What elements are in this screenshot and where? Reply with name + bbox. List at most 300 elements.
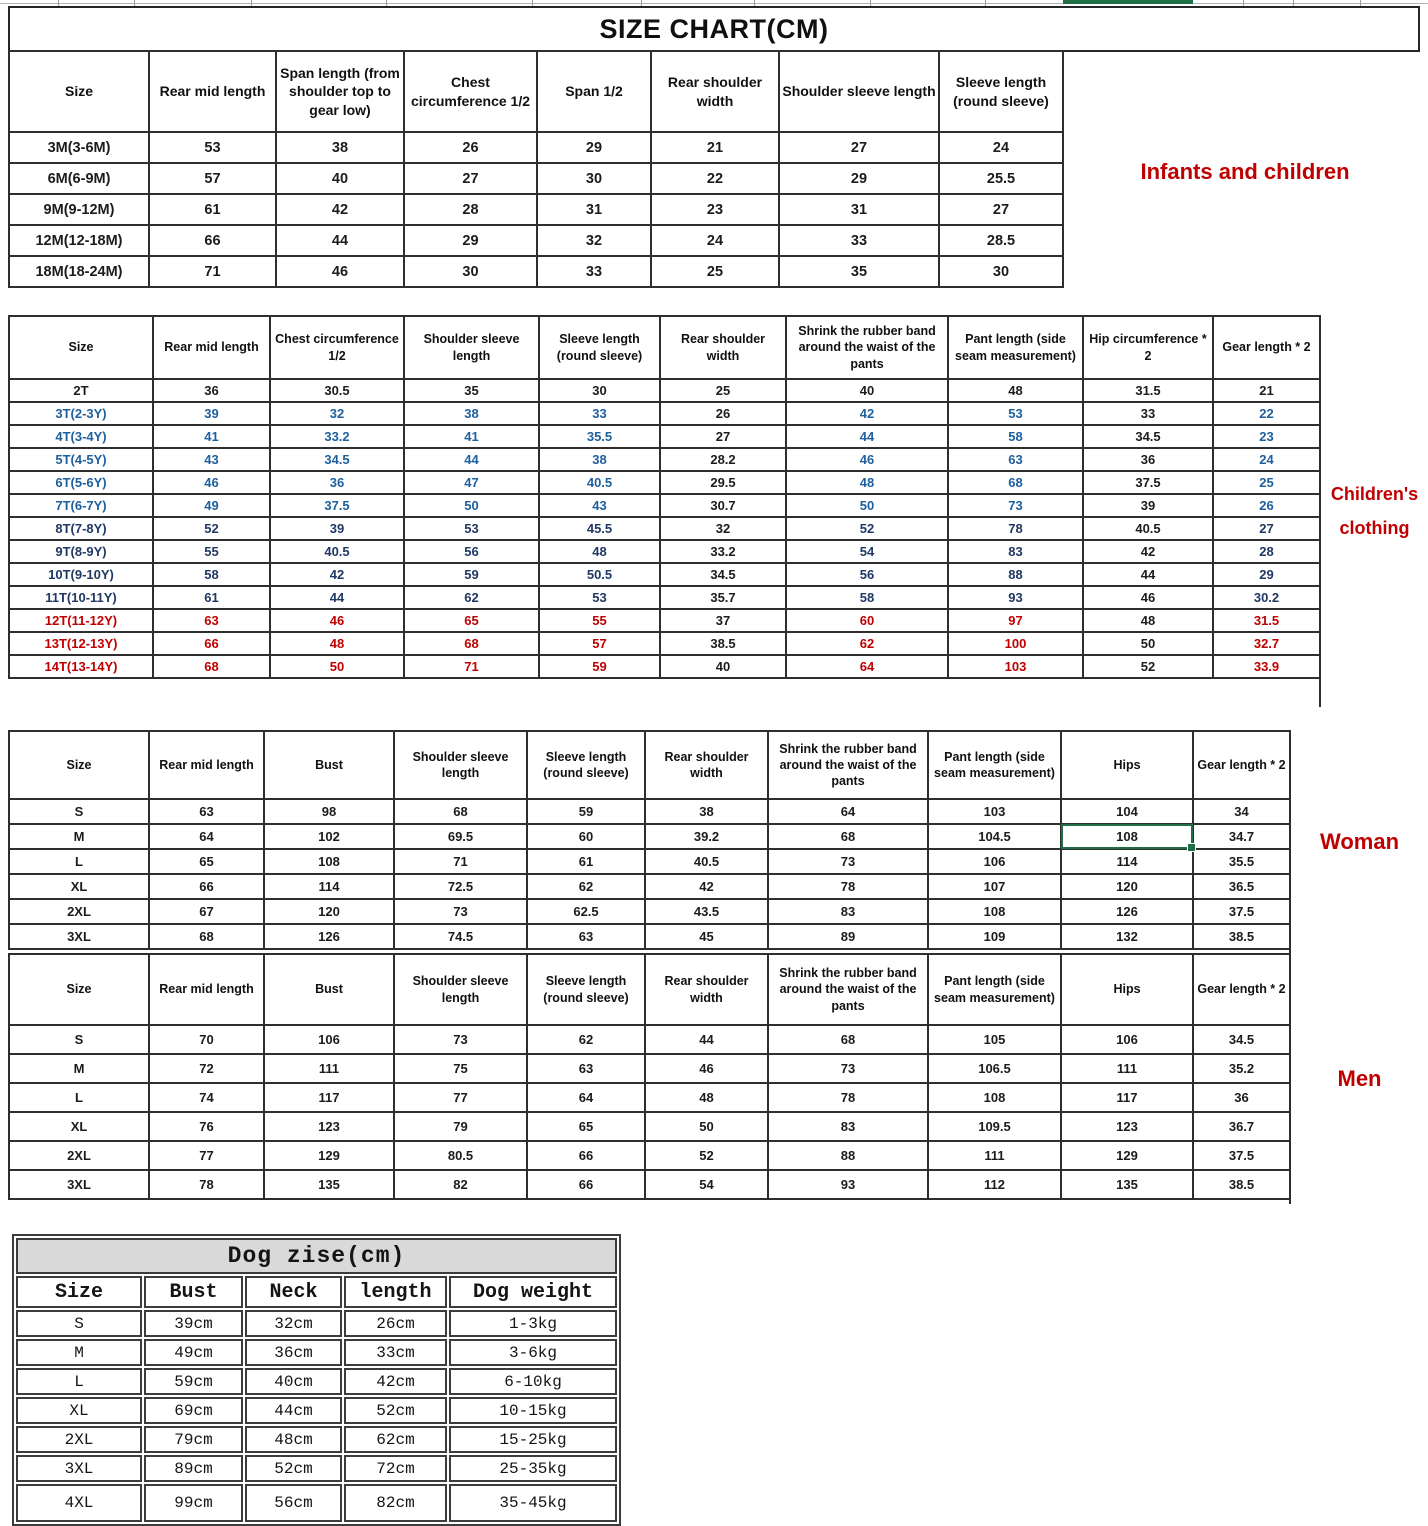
row-size-label[interactable]: 2XL: [9, 1141, 149, 1170]
table-cell[interactable]: 74: [149, 1083, 264, 1112]
table-cell[interactable]: 34.5: [660, 563, 786, 586]
table-cell[interactable]: 104: [1061, 799, 1193, 824]
table-cell[interactable]: 29: [537, 132, 651, 163]
table-cell[interactable]: 102: [264, 824, 394, 849]
table-cell[interactable]: 61: [153, 586, 270, 609]
table-cell[interactable]: 65: [149, 849, 264, 874]
table-cell[interactable]: 63: [527, 924, 645, 949]
row-size-label[interactable]: 3T(2-3Y): [9, 402, 153, 425]
table-cell[interactable]: 24: [1213, 448, 1320, 471]
table-cell[interactable]: 73: [394, 1025, 527, 1054]
table-cell[interactable]: 39: [1083, 494, 1213, 517]
table-cell[interactable]: 49: [153, 494, 270, 517]
row-size-label[interactable]: 11T(10-11Y): [9, 586, 153, 609]
table-cell[interactable]: 33: [537, 256, 651, 287]
table-cell[interactable]: 74.5: [394, 924, 527, 949]
row-size-label[interactable]: 7T(6-7Y): [9, 494, 153, 517]
column-header: Pant length (side seam measurement): [928, 731, 1061, 799]
table-cell[interactable]: 126: [264, 924, 394, 949]
table-cell[interactable]: 50: [1083, 632, 1213, 655]
table-cell[interactable]: 111: [928, 1141, 1061, 1170]
table-cell[interactable]: 64: [786, 655, 948, 678]
table-cell[interactable]: 30: [939, 256, 1063, 287]
table-cell[interactable]: 28: [404, 194, 537, 225]
table-cell[interactable]: 66: [153, 632, 270, 655]
table-cell[interactable]: 61: [149, 194, 276, 225]
table-cell[interactable]: 38: [645, 799, 768, 824]
table-cell[interactable]: 31: [537, 194, 651, 225]
table-cell[interactable]: 27: [660, 425, 786, 448]
table-cell[interactable]: 68: [404, 632, 539, 655]
table-cell[interactable]: 33: [779, 225, 939, 256]
table-cell[interactable]: 40: [660, 655, 786, 678]
table-cell[interactable]: 34.7: [1193, 824, 1290, 849]
row-size-label[interactable]: 3XL: [9, 924, 149, 949]
table-cell[interactable]: 22: [651, 163, 779, 194]
table-cell[interactable]: 55: [153, 540, 270, 563]
table-cell[interactable]: 111: [1061, 1054, 1193, 1083]
table-cell[interactable]: 43: [539, 494, 660, 517]
table-cell[interactable]: 27: [779, 132, 939, 163]
table-cell[interactable]: 24: [939, 132, 1063, 163]
table-cell[interactable]: 46: [153, 471, 270, 494]
table-cell[interactable]: 46: [645, 1054, 768, 1083]
table-cell[interactable]: 62: [786, 632, 948, 655]
row-size-label[interactable]: 4T(3-4Y): [9, 425, 153, 448]
table-cell[interactable]: 106: [928, 849, 1061, 874]
table-cell[interactable]: 35.5: [539, 425, 660, 448]
table-cell[interactable]: 54: [786, 540, 948, 563]
table-cell[interactable]: 83: [948, 540, 1083, 563]
table-cell[interactable]: 61: [527, 849, 645, 874]
table-cell[interactable]: 80.5: [394, 1141, 527, 1170]
table-cell[interactable]: 78: [768, 874, 928, 899]
table-cell[interactable]: 50.5: [539, 563, 660, 586]
row-size-label[interactable]: 2T: [9, 379, 153, 402]
column-header: Bust: [264, 731, 394, 799]
row-size-label[interactable]: M: [9, 1054, 149, 1083]
table-cell[interactable]: 77: [149, 1141, 264, 1170]
table-cell[interactable]: 38: [404, 402, 539, 425]
table-cell[interactable]: 76: [149, 1112, 264, 1141]
table-cell[interactable]: 25: [660, 379, 786, 402]
table-cell[interactable]: 66: [527, 1170, 645, 1199]
table-cell[interactable]: 108: [928, 899, 1061, 924]
row-size-label[interactable]: M: [9, 824, 149, 849]
row-size-label[interactable]: 13T(12-13Y): [9, 632, 153, 655]
table-cell[interactable]: 30.2: [1213, 586, 1320, 609]
table-cell[interactable]: 106: [1061, 1025, 1193, 1054]
table-cell[interactable]: 108: [928, 1083, 1061, 1112]
row-size-label[interactable]: 8T(7-8Y): [9, 517, 153, 540]
table-cell[interactable]: 27: [939, 194, 1063, 225]
table-cell[interactable]: 66: [149, 225, 276, 256]
table-cell[interactable]: 21: [1213, 379, 1320, 402]
table-cell[interactable]: 36: [1193, 1083, 1290, 1112]
table-cell[interactable]: 48: [645, 1083, 768, 1112]
table-cell[interactable]: 44: [1083, 563, 1213, 586]
table-cell[interactable]: 105: [928, 1025, 1061, 1054]
table-cell[interactable]: 72: [149, 1054, 264, 1083]
table-cell[interactable]: 38.5: [660, 632, 786, 655]
table-cell[interactable]: 35.7: [660, 586, 786, 609]
row-size-label[interactable]: 10T(9-10Y): [9, 563, 153, 586]
table-cell[interactable]: 53: [149, 132, 276, 163]
table-cell[interactable]: 50: [404, 494, 539, 517]
table-cell[interactable]: 62.5: [527, 899, 645, 924]
table-cell[interactable]: 28: [1213, 540, 1320, 563]
table-cell[interactable]: 93: [768, 1170, 928, 1199]
table-cell[interactable]: 24: [651, 225, 779, 256]
row-size-label[interactable]: 9T(8-9Y): [9, 540, 153, 563]
table-cell[interactable]: 73: [394, 899, 527, 924]
table-cell[interactable]: 79: [394, 1112, 527, 1141]
table-cell[interactable]: 104.5: [928, 824, 1061, 849]
table-cell[interactable]: 63: [149, 799, 264, 824]
table-cell[interactable]: 40.5: [539, 471, 660, 494]
row-size-label[interactable]: XL: [9, 1112, 149, 1141]
table-cell[interactable]: 42: [270, 563, 404, 586]
table-cell[interactable]: 26: [404, 132, 537, 163]
table-cell[interactable]: 83: [768, 899, 928, 924]
table-cell[interactable]: 50: [645, 1112, 768, 1141]
selected-cell[interactable]: 108: [1061, 824, 1193, 849]
table-cell[interactable]: 45.5: [539, 517, 660, 540]
table-cell[interactable]: 40.5: [1083, 517, 1213, 540]
table-cell[interactable]: 73: [768, 1054, 928, 1083]
table-cell[interactable]: 71: [149, 256, 276, 287]
table-cell[interactable]: 77: [394, 1083, 527, 1112]
table-cell[interactable]: 89: [768, 924, 928, 949]
table-cell[interactable]: 63: [948, 448, 1083, 471]
table-cell[interactable]: 37.5: [1193, 1141, 1290, 1170]
table-cell[interactable]: 33.2: [660, 540, 786, 563]
table-cell[interactable]: 120: [264, 899, 394, 924]
table-cell[interactable]: 60: [527, 824, 645, 849]
table-cell[interactable]: 82: [394, 1170, 527, 1199]
table-cell[interactable]: 50: [786, 494, 948, 517]
row-size-label[interactable]: S: [9, 1025, 149, 1054]
table-cell[interactable]: 46: [1083, 586, 1213, 609]
table-cell[interactable]: 37: [660, 609, 786, 632]
table-cell[interactable]: 46: [276, 256, 404, 287]
table-cell[interactable]: 56: [404, 540, 539, 563]
table-cell[interactable]: 109.5: [928, 1112, 1061, 1141]
table-cell[interactable]: 35.2: [1193, 1054, 1290, 1083]
table-cell[interactable]: 135: [1061, 1170, 1193, 1199]
table-cell[interactable]: 27: [404, 163, 537, 194]
table-cell[interactable]: 31: [779, 194, 939, 225]
table-cell[interactable]: 41: [153, 425, 270, 448]
table-cell[interactable]: 68: [149, 924, 264, 949]
table-cell[interactable]: 30: [539, 379, 660, 402]
table-cell[interactable]: 29: [1213, 563, 1320, 586]
row-size-label[interactable]: 5T(4-5Y): [9, 448, 153, 471]
table-cell[interactable]: 120: [1061, 874, 1193, 899]
table-cell[interactable]: 52: [153, 517, 270, 540]
table-cell[interactable]: 73: [768, 849, 928, 874]
table-cell[interactable]: 98: [264, 799, 394, 824]
table-cell[interactable]: 53: [948, 402, 1083, 425]
table-cell[interactable]: 33: [1083, 402, 1213, 425]
table-cell[interactable]: 35.5: [1193, 849, 1290, 874]
row-size-label[interactable]: 18M(18-24M): [9, 256, 149, 287]
table-cell[interactable]: 54: [645, 1170, 768, 1199]
row-size-label[interactable]: 6T(5-6Y): [9, 471, 153, 494]
table-cell[interactable]: 65: [404, 609, 539, 632]
table-cell[interactable]: 53: [539, 586, 660, 609]
table-cell[interactable]: 48: [786, 471, 948, 494]
table-cell[interactable]: 38: [539, 448, 660, 471]
table-cell[interactable]: 111: [264, 1054, 394, 1083]
table-cell[interactable]: 97: [948, 609, 1083, 632]
table-cell[interactable]: 33.9: [1213, 655, 1320, 678]
table-cell[interactable]: 58: [786, 586, 948, 609]
table-cell[interactable]: 66: [527, 1141, 645, 1170]
table-cell[interactable]: 34.5: [270, 448, 404, 471]
table-cell[interactable]: 25: [651, 256, 779, 287]
table-cell[interactable]: 64: [527, 1083, 645, 1112]
column-header: Pant length (side seam measurement): [928, 954, 1061, 1025]
table-cell[interactable]: 39: [153, 402, 270, 425]
row-size-label[interactable]: L: [9, 849, 149, 874]
table-cell[interactable]: 40: [786, 379, 948, 402]
row-size-label[interactable]: L: [9, 1083, 149, 1112]
table-cell[interactable]: 53: [404, 517, 539, 540]
table-cell[interactable]: 33: [539, 402, 660, 425]
dog-size-table-frame: [12, 1234, 621, 1526]
table-cell[interactable]: 25.5: [939, 163, 1063, 194]
table-cell[interactable]: 50: [270, 655, 404, 678]
table-cell[interactable]: 66: [149, 874, 264, 899]
table-cell[interactable]: 73: [948, 494, 1083, 517]
table-cell[interactable]: 68: [948, 471, 1083, 494]
table-cell[interactable]: 62: [527, 1025, 645, 1054]
table-cell[interactable]: 71: [394, 849, 527, 874]
table-cell[interactable]: 35: [404, 379, 539, 402]
table-cell[interactable]: 34.5: [1083, 425, 1213, 448]
table-cell[interactable]: 63: [527, 1054, 645, 1083]
table-cell[interactable]: 58: [948, 425, 1083, 448]
table-cell[interactable]: 34: [1193, 799, 1290, 824]
table-cell[interactable]: 48: [270, 632, 404, 655]
table-cell[interactable]: 64: [149, 824, 264, 849]
table-cell[interactable]: 43.5: [645, 899, 768, 924]
table-cell[interactable]: 117: [264, 1083, 394, 1112]
table-cell[interactable]: 107: [928, 874, 1061, 899]
table-cell[interactable]: 52: [1083, 655, 1213, 678]
table-cell[interactable]: 59: [539, 655, 660, 678]
table-cell[interactable]: 67: [149, 899, 264, 924]
table-cell[interactable]: 36: [1083, 448, 1213, 471]
table-cell[interactable]: 129: [1061, 1141, 1193, 1170]
table-cell[interactable]: 83: [768, 1112, 928, 1141]
table-cell[interactable]: 31.5: [1213, 609, 1320, 632]
table-cell[interactable]: 36.7: [1193, 1112, 1290, 1141]
table-cell[interactable]: 29.5: [660, 471, 786, 494]
table-cell[interactable]: 36.5: [1193, 874, 1290, 899]
table-cell[interactable]: 38.5: [1193, 1170, 1290, 1199]
table-cell[interactable]: 65: [527, 1112, 645, 1141]
table-cell[interactable]: 23: [1213, 425, 1320, 448]
table-cell[interactable]: 34.5: [1193, 1025, 1290, 1054]
table-cell[interactable]: 39: [270, 517, 404, 540]
table-cell[interactable]: 135: [264, 1170, 394, 1199]
table-cell[interactable]: 38.5: [1193, 924, 1290, 949]
table-cell[interactable]: 28.2: [660, 448, 786, 471]
row-size-label[interactable]: 3M(3-6M): [9, 132, 149, 163]
row-size-label[interactable]: 12T(11-12Y): [9, 609, 153, 632]
table-cell[interactable]: 48: [539, 540, 660, 563]
table-cell[interactable]: 21: [651, 132, 779, 163]
table-cell[interactable]: 129: [264, 1141, 394, 1170]
table-cell[interactable]: 32: [270, 402, 404, 425]
table-cell[interactable]: 31.5: [1083, 379, 1213, 402]
table-cell[interactable]: 57: [539, 632, 660, 655]
table-cell[interactable]: 68: [768, 824, 928, 849]
table-cell[interactable]: 93: [948, 586, 1083, 609]
row-size-label[interactable]: 6M(6-9M): [9, 163, 149, 194]
table-cell[interactable]: 52: [786, 517, 948, 540]
table-cell[interactable]: 55: [539, 609, 660, 632]
table-cell[interactable]: 29: [404, 225, 537, 256]
table-cell[interactable]: 32.7: [1213, 632, 1320, 655]
table-cell[interactable]: 26: [660, 402, 786, 425]
table-cell[interactable]: 32: [537, 225, 651, 256]
table-cell[interactable]: 42: [276, 194, 404, 225]
table-cell[interactable]: 30.5: [270, 379, 404, 402]
table-cell[interactable]: 36: [153, 379, 270, 402]
table-cell[interactable]: 25: [1213, 471, 1320, 494]
table-cell[interactable]: 64: [768, 799, 928, 824]
woman-label: Woman: [1289, 730, 1428, 953]
table-cell[interactable]: 70: [149, 1025, 264, 1054]
table-cell[interactable]: 43: [153, 448, 270, 471]
table-cell[interactable]: 46: [270, 609, 404, 632]
row-size-label[interactable]: 12M(12-18M): [9, 225, 149, 256]
row-size-label[interactable]: 14T(13-14Y): [9, 655, 153, 678]
table-cell[interactable]: 48: [948, 379, 1083, 402]
column-header: Sleeve length (round sleeve): [527, 731, 645, 799]
row-size-label[interactable]: 2XL: [9, 899, 149, 924]
table-cell[interactable]: 27: [1213, 517, 1320, 540]
column-header: Bust: [264, 954, 394, 1025]
table-cell[interactable]: 39.2: [645, 824, 768, 849]
table-cell[interactable]: 103: [928, 799, 1061, 824]
table-cell[interactable]: 42: [1083, 540, 1213, 563]
table-cell[interactable]: 44: [404, 448, 539, 471]
table-cell[interactable]: 132: [1061, 924, 1193, 949]
table-cell[interactable]: 126: [1061, 899, 1193, 924]
table-cell[interactable]: 33.2: [270, 425, 404, 448]
table-cell[interactable]: 114: [1061, 849, 1193, 874]
table-cell[interactable]: 88: [768, 1141, 928, 1170]
table-cell[interactable]: 108: [264, 849, 394, 874]
table-cell[interactable]: 123: [264, 1112, 394, 1141]
table-cell[interactable]: 32: [660, 517, 786, 540]
table-cell[interactable]: 75: [394, 1054, 527, 1083]
table-cell[interactable]: 106: [264, 1025, 394, 1054]
table-cell[interactable]: 41: [404, 425, 539, 448]
table-cell[interactable]: 59: [404, 563, 539, 586]
table-cell[interactable]: 42: [645, 874, 768, 899]
table-cell[interactable]: 106.5: [928, 1054, 1061, 1083]
table-cell[interactable]: 40: [276, 163, 404, 194]
table-cell[interactable]: 37.5: [1083, 471, 1213, 494]
table-cell[interactable]: 59: [527, 799, 645, 824]
table-cell[interactable]: 68: [394, 799, 527, 824]
table-cell[interactable]: 30.7: [660, 494, 786, 517]
column-header: Chest circumference 1/2: [404, 51, 537, 132]
table-cell[interactable]: 58: [153, 563, 270, 586]
table-cell[interactable]: 23: [651, 194, 779, 225]
table-cell[interactable]: 60: [786, 609, 948, 632]
table-cell[interactable]: 68: [768, 1025, 928, 1054]
table-cell[interactable]: 109: [928, 924, 1061, 949]
table-cell[interactable]: 30: [537, 163, 651, 194]
table-cell[interactable]: 72.5: [394, 874, 527, 899]
table-cell[interactable]: 44: [276, 225, 404, 256]
table-cell[interactable]: 57: [149, 163, 276, 194]
table-cell[interactable]: 42: [786, 402, 948, 425]
table-cell[interactable]: 45: [645, 924, 768, 949]
table-cell[interactable]: 78: [768, 1083, 928, 1112]
table-cell[interactable]: 38: [276, 132, 404, 163]
table-cell[interactable]: 36: [270, 471, 404, 494]
table-cell[interactable]: 69.5: [394, 824, 527, 849]
table-cell[interactable]: 62: [527, 874, 645, 899]
table-cell[interactable]: 71: [404, 655, 539, 678]
table-cell: 39cm: [144, 1310, 243, 1337]
table-cell[interactable]: 29: [779, 163, 939, 194]
row-size-label[interactable]: 3XL: [9, 1170, 149, 1199]
table-cell[interactable]: 30: [404, 256, 537, 287]
table-cell[interactable]: 123: [1061, 1112, 1193, 1141]
table-cell[interactable]: 68: [153, 655, 270, 678]
table-cell[interactable]: 114: [264, 874, 394, 899]
table-cell[interactable]: 35: [779, 256, 939, 287]
table-cell[interactable]: 37.5: [270, 494, 404, 517]
table-cell[interactable]: 22: [1213, 402, 1320, 425]
table-cell[interactable]: 40.5: [645, 849, 768, 874]
table-cell[interactable]: 117: [1061, 1083, 1193, 1112]
row-size-label[interactable]: XL: [9, 874, 149, 899]
table-cell[interactable]: 112: [928, 1170, 1061, 1199]
table-cell[interactable]: 56: [786, 563, 948, 586]
table-cell[interactable]: 78: [948, 517, 1083, 540]
table-cell[interactable]: 100: [948, 632, 1083, 655]
table-cell[interactable]: 52: [645, 1141, 768, 1170]
table-cell[interactable]: 37.5: [1193, 899, 1290, 924]
table-cell[interactable]: 63: [153, 609, 270, 632]
table-cell[interactable]: 103: [948, 655, 1083, 678]
table-cell[interactable]: 47: [404, 471, 539, 494]
table-row: [9, 1112, 1290, 1141]
table-cell[interactable]: 62: [404, 586, 539, 609]
table-cell[interactable]: 88: [948, 563, 1083, 586]
table-cell[interactable]: 78: [149, 1170, 264, 1199]
table-cell[interactable]: 48: [1083, 609, 1213, 632]
table-cell[interactable]: 26: [1213, 494, 1320, 517]
table-cell[interactable]: 44: [786, 425, 948, 448]
table-cell[interactable]: 44: [645, 1025, 768, 1054]
table-cell[interactable]: 28.5: [939, 225, 1063, 256]
table-cell[interactable]: 44: [270, 586, 404, 609]
row-size-label[interactable]: S: [9, 799, 149, 824]
table-cell[interactable]: 40.5: [270, 540, 404, 563]
table-cell[interactable]: 46: [786, 448, 948, 471]
row-size-label[interactable]: 9M(9-12M): [9, 194, 149, 225]
